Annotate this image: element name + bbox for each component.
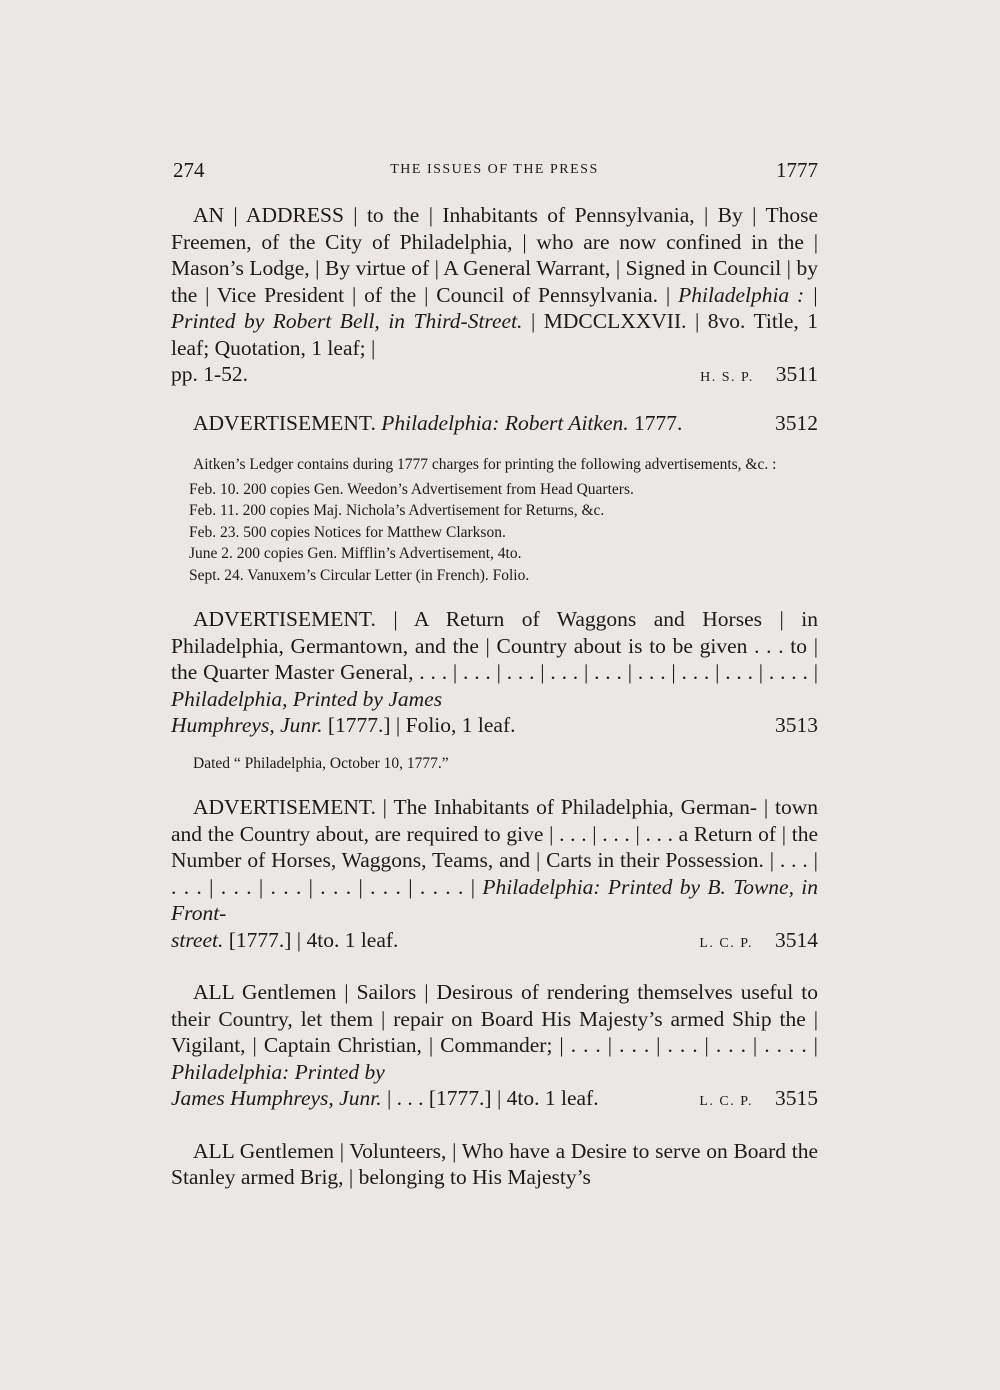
entry-last-line	[171, 361, 818, 392]
entry-3513	[171, 606, 818, 739]
imprint: Philadelphia, Printed by James	[171, 686, 443, 711]
entry-3512	[171, 410, 818, 437]
entry-reference	[699, 927, 818, 958]
entry-number: 3515	[775, 1086, 818, 1110]
ledger-item: Feb. 11. 200 copies Maj. Nichola’s Advertisement for Returns, &c.	[189, 502, 605, 519]
entry-body: ADVERTISEMENT. | A Return of Waggons and Horses | in Philadelphia, Germantown, and the | Country about is to be given . . . to | the Quarter Master General, . . . | . . . | . . . | . . . | . . . | . . . | . . . | . . . | . . . . |	[171, 607, 818, 684]
ledger-item: Feb. 23. 500 copies Notices for Matthew Clarkson.	[189, 523, 506, 541]
imprint-end: Humphreys, Junr.	[171, 713, 323, 737]
library-code: H. S. P.	[700, 370, 754, 385]
collation: pp. 1-52.	[171, 362, 249, 386]
entry-year: 1777.	[634, 410, 683, 435]
entry-body-tail: | MDCCLXXVII. | 8vo. Title, 1 leaf; Quotation, 1 leaf; |	[171, 309, 819, 360]
ledger-item: Feb. 10. 200 copies Gen. Weedon’s Advertisement from Head Quarters.	[189, 480, 634, 498]
collation	[171, 927, 398, 958]
imprint: Philadelphia: Printed by	[171, 1059, 385, 1084]
page-number: 274	[173, 158, 205, 182]
entry-title: ADVERTISEMENT.	[193, 410, 376, 435]
entry-last-line	[171, 1085, 818, 1116]
running-title: THE ISSUES OF THE PRESS	[390, 162, 599, 177]
entry-last-line	[171, 410, 818, 437]
book-page	[171, 158, 818, 1191]
entry-body: AN | ADDRESS | to the | Inhabitants of Pennsylvania, | By | Those Freemen, of the City of Philadelphia, | who are now confined in the | Mason’s Lodge, | By virtue of | A General Warrant, | Signed in Council | by the | Vice President | of the | Council of Pennsylvania. |	[171, 203, 818, 307]
imprint-end: street.	[171, 927, 224, 952]
collation-text: [1777.] | 4to. 1 leaf.	[228, 927, 399, 952]
entry-reference	[699, 1085, 818, 1116]
entry-last-line	[171, 712, 818, 739]
entry-body: ADVERTISEMENT. | The Inhabitants of Philadelphia, German- | town and the Country about, are required to give | . . . | . . . | . . . a Return of | the Number of Horses, Waggons, Teams, and | Carts in their Possession. | . . . | . . . | . . . | . . . | . . . | . . . | . . . . |	[171, 795, 818, 899]
entry-number: 3511	[775, 362, 818, 386]
entry-body: ALL Gentlemen | Volunteers, | Who have a Desire to serve on Board the Stanley armed Brig, | belonging to His Majesty’s	[171, 1138, 818, 1189]
entry-3514	[171, 794, 818, 957]
entry-last-line	[171, 927, 818, 958]
entry-line	[193, 410, 682, 437]
collation	[171, 1085, 599, 1116]
entry-3515	[171, 979, 818, 1116]
ledger-item: June 2. 200 copies Gen. Mifflin’s Advertisement, 4to.	[189, 545, 522, 562]
library-code: L. C. P.	[699, 1094, 753, 1109]
imprint: Philadelphia: Printed by B. Towne, in Front-	[171, 874, 819, 925]
entry-number: 3513	[775, 713, 818, 737]
entry-3511	[171, 202, 818, 392]
imprint: Philadelphia: Robert Aitken.	[381, 410, 629, 435]
collation	[171, 712, 515, 739]
imprint: Philadelphia : | Printed by Robert Bell, in Third-Street.	[171, 282, 818, 333]
header-year: 1777	[776, 158, 818, 182]
running-header	[171, 158, 818, 192]
aitken-ledger-note	[171, 454, 818, 586]
collation-text: [1777.] | Folio, 1 leaf.	[327, 713, 516, 737]
note-intro: Aitken’s Ledger contains during 1777 charges for printing the following advertisements, &c. :	[193, 456, 777, 473]
library-code: L. C. P.	[699, 935, 753, 951]
entry-continued	[171, 1138, 818, 1191]
entry-number: 3514	[775, 927, 818, 952]
entry-reference	[700, 361, 818, 392]
ledger-list	[189, 479, 818, 587]
ledger-item: Sept. 24. Vanuxem’s Circular Letter (in French). Folio.	[189, 566, 530, 584]
entry-number: 3512	[775, 410, 818, 435]
entry-body: ALL Gentlemen | Sailors | Desirous of rendering themselves useful to their Country, let them | repair on Board His Majesty’s armed Ship the | Vigilant, | Captain Christian, | Commander; | . . . | . . . | . . . | . . . | . . . . |	[171, 980, 818, 1057]
collation-text: | . . . [1777.] | 4to. 1 leaf.	[386, 1086, 599, 1110]
dated-note: Dated “ Philadelphia, October 10, 1777.”	[193, 754, 449, 772]
imprint-end: James Humphreys, Junr.	[171, 1086, 382, 1110]
